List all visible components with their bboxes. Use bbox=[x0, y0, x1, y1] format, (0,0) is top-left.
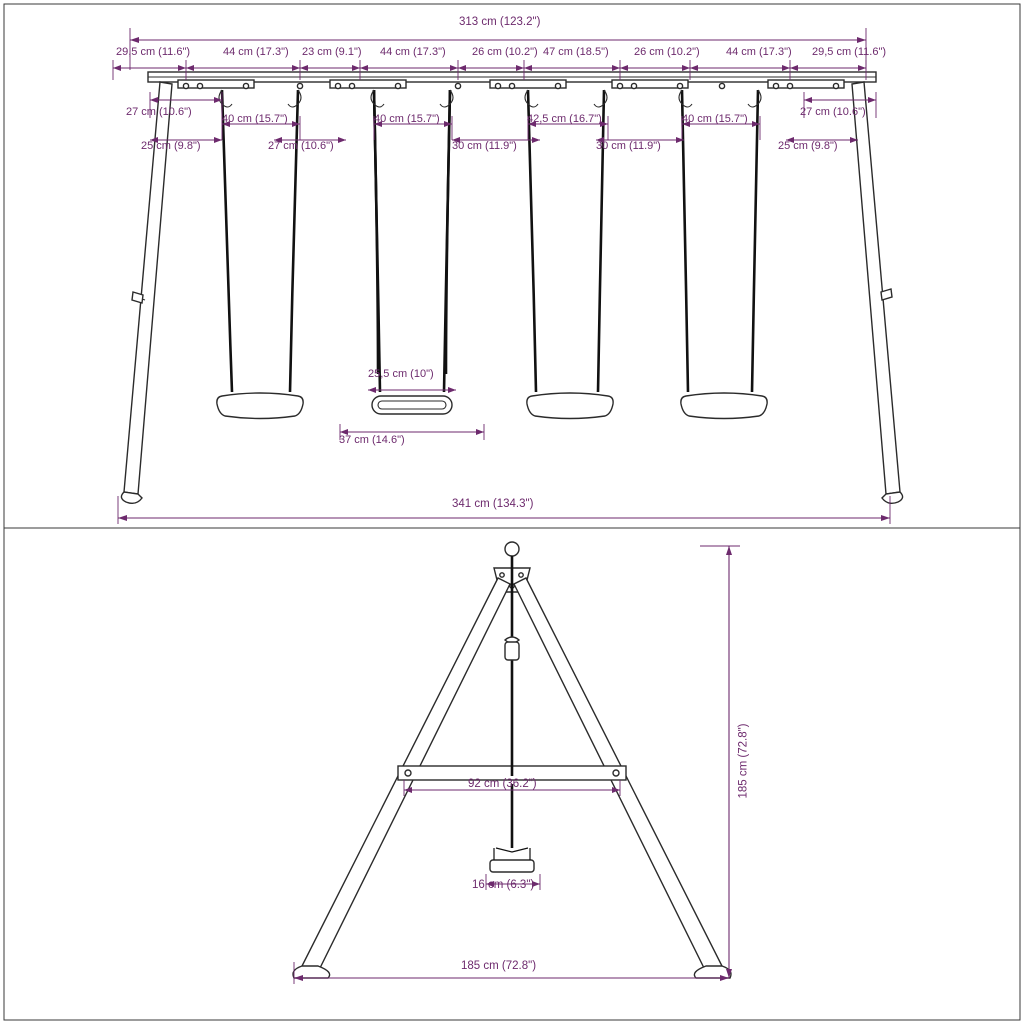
dim-top-segment-8: 44 cm (17.3") bbox=[726, 46, 792, 58]
dim-top-segment-1: 29,5 cm (11.6") bbox=[116, 46, 191, 58]
dim-base-width: 185 cm (72.8") bbox=[461, 960, 537, 972]
side-view-structure bbox=[293, 542, 731, 978]
left-leg-foot bbox=[121, 492, 142, 503]
rope-clamp bbox=[505, 642, 519, 660]
ring-bar bbox=[490, 860, 534, 872]
dim-top-segment-3: 23 cm (9.1") bbox=[302, 46, 362, 58]
dim-bottom-overall: 341 cm (134.3") bbox=[452, 498, 534, 510]
dim-top-segment-5: 26 cm (10.2") bbox=[472, 46, 538, 58]
swing-ropes bbox=[222, 90, 758, 392]
swing-seat bbox=[527, 393, 613, 419]
dim-top-segment-7: 26 cm (10.2") bbox=[634, 46, 700, 58]
dim-trapeze-width: 37 cm (14.6") bbox=[339, 434, 405, 446]
dim-hanger-right: 27 cm (10.6") bbox=[800, 106, 866, 118]
hanger-eyes bbox=[183, 83, 838, 88]
dim-seat-width-4: 30 cm (11.9") bbox=[596, 140, 661, 152]
ring-ropes bbox=[496, 848, 528, 852]
swing-seat bbox=[681, 393, 767, 419]
dim-hanger-left: 27 cm (10.6") bbox=[126, 106, 192, 118]
dim-seat-width-5: 25 cm (9.8") bbox=[778, 140, 838, 152]
side-left-foot bbox=[293, 966, 330, 978]
front-view-structure bbox=[121, 72, 902, 503]
dim-top-segment-6: 47 cm (18.5") bbox=[543, 46, 609, 58]
side-right-foot bbox=[694, 966, 731, 978]
dim-seat-span-1: 40 cm (15.7") bbox=[222, 113, 288, 125]
dim-side-height: 185 cm (72.8") bbox=[737, 723, 750, 799]
hanger-plate bbox=[612, 80, 688, 88]
right-leg-front bbox=[852, 82, 900, 494]
swing-seat bbox=[217, 393, 303, 419]
dim-top-overall: 313 cm (123.2") bbox=[459, 16, 541, 28]
swing-seats bbox=[217, 393, 767, 419]
hanger-plate bbox=[178, 80, 254, 88]
dim-top-segment-2: 44 cm (17.3") bbox=[223, 46, 289, 58]
hanger-plate bbox=[490, 80, 566, 88]
dim-ring-width: 16 cm (6.3") bbox=[472, 879, 535, 891]
dim-trapeze-height: 25,5 cm (10") bbox=[368, 368, 434, 380]
dim-seat-span-3: 42,5 cm (16.7") bbox=[527, 113, 602, 125]
front-view-dimensions bbox=[113, 28, 890, 524]
dim-seat-span-4: 40 cm (15.7") bbox=[682, 113, 748, 125]
hanger-plate bbox=[330, 80, 406, 88]
trapeze-bar bbox=[372, 396, 452, 414]
dim-seat-width-3: 30 cm (11.9") bbox=[452, 140, 517, 152]
apex-ring bbox=[505, 542, 519, 556]
dim-seat-span-2: 40 cm (15.7") bbox=[374, 113, 440, 125]
dim-seat-width-1: 25 cm (9.8") bbox=[141, 140, 201, 152]
side-view-dimensions bbox=[294, 546, 740, 984]
hanger-plate bbox=[768, 80, 844, 88]
dim-top-segment-4: 44 cm (17.3") bbox=[380, 46, 446, 58]
dim-top-segment-9: 29,5 cm (11.6") bbox=[812, 46, 887, 58]
dim-seat-width-2: 27 cm (10.6") bbox=[268, 140, 334, 152]
dim-cross-beam: 92 cm (36.2") bbox=[468, 778, 537, 790]
rope-hooks bbox=[219, 90, 761, 107]
right-leg-foot bbox=[882, 492, 903, 503]
